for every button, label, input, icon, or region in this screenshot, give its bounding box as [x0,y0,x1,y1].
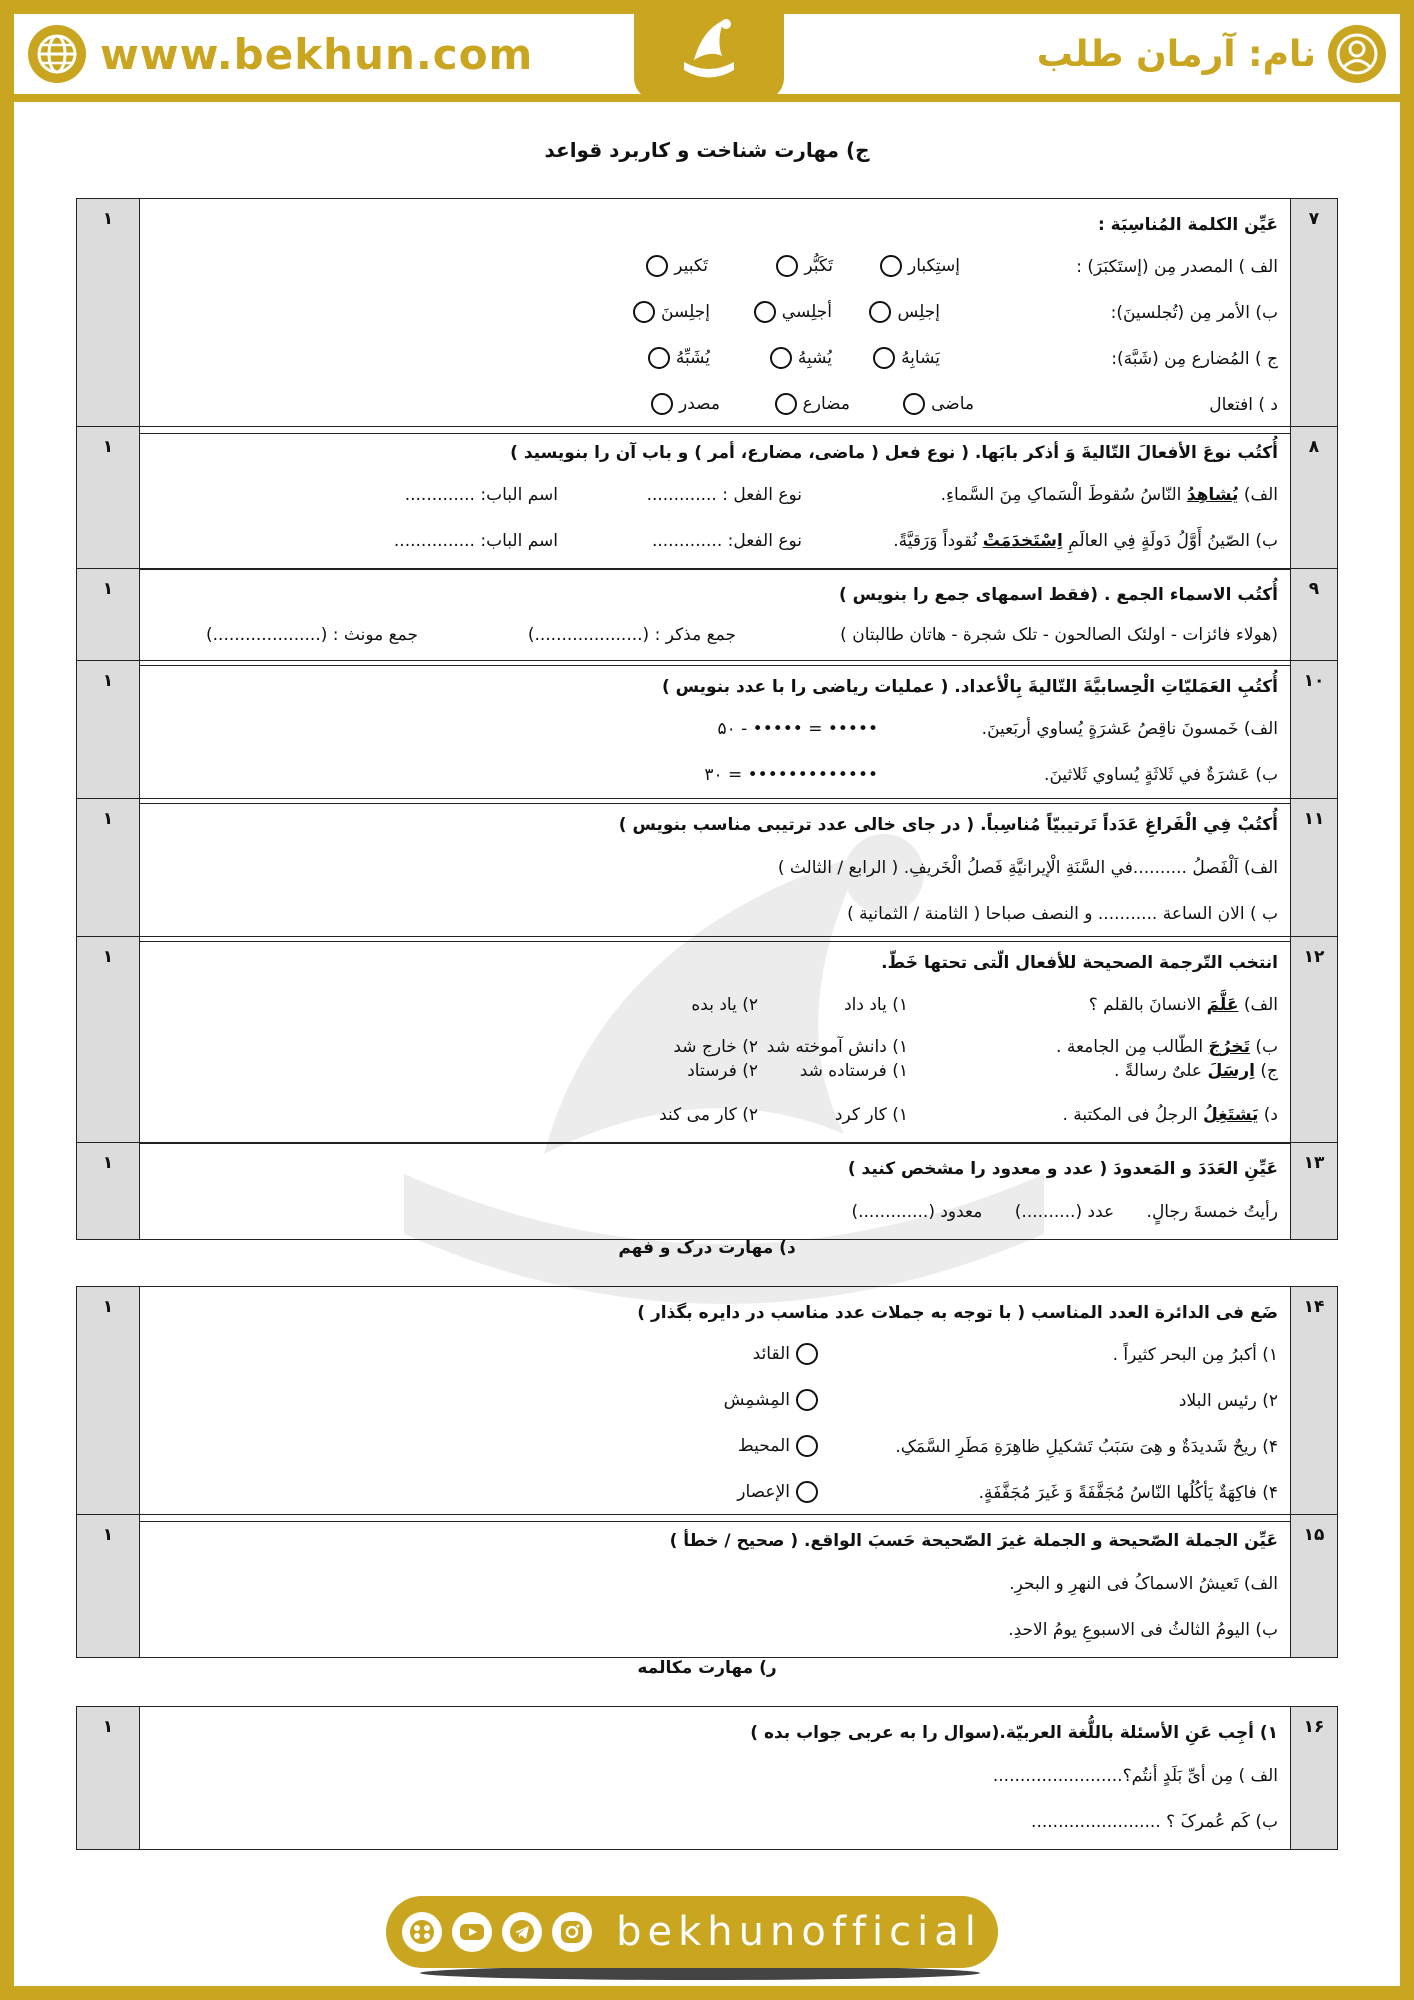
question-prompt: عَیِّن الجملة الصّحیحة و الجملة غیرَ الصّحیحة حَسبَ الواقع. ( صحیح / خطأ ) [669,1531,1278,1551]
answer-field[interactable]: ۵۰ - ••••• = ••••• [717,719,878,739]
question-8 [76,426,1338,570]
choice-option[interactable]: یُشَبِّهُ [648,347,710,369]
social-footer [386,1896,998,1968]
match-option[interactable]: الإعصار [737,1481,818,1503]
question-number: ۱۴ [1291,1287,1338,1522]
underlined-verb: یَشتَغِلُ [1202,1105,1259,1125]
sentence-row: د) یَشتَغِلُ الرجلُ فی المکتبة . ۱) کار کرد ۲) کار می کند [659,1105,1278,1125]
answer-field[interactable]: ۳۰ = ••••••••••••• [704,765,878,785]
sentence-row: ب ) الان الساعة ........... و النصف صباحا ( الثامنة / الثمانیة ) [847,904,1278,924]
sentence-row: ب) الصّینُ أَوَّلُ دَولَةٍ فِي العالَمِ اِسْتَخدَمَتْ نُقوداً وَرَقیَّةً. نوع الفعل: ............. اسم الباب: ............... [393,531,1278,551]
sentence-row: الف) یُشاهِدُ النّاسُ سُقوطَ الْسَماکِ مِنَ السَّماءِ. نوع الفعل : ............. اسم الباب: ............. [404,485,1278,505]
question-body [140,799,1291,942]
globe-icon [28,25,86,83]
site-url[interactable]: www.bekhun.com [100,29,534,79]
sentence-row: الف) تَعیشُ الاسماکُ فی النهرِ و البحرِ. [1009,1574,1278,1594]
user-icon [1328,25,1386,83]
question-body [140,661,1291,804]
question-score: ۱ [77,1707,140,1850]
match-option[interactable]: المِشمِش [724,1389,818,1411]
radio-circle[interactable] [770,347,792,369]
question-score: ۱ [77,199,140,434]
sentence-row: الف) خَمسونَ ناقِصُ عَشرَةٍ یُساوي أربَعینَ. ۵۰ - ••••• = ••••• [717,719,1278,739]
site-link[interactable] [28,22,533,86]
answer-option[interactable]: ۲) کار می کند [659,1105,758,1125]
question-score: ۱ [77,1515,140,1658]
question-body [140,569,1291,666]
choice-option[interactable]: یَشابِهُ [873,347,940,369]
section-title-comprehension: د) مهارت درک و فهم [618,1238,796,1258]
choice-option[interactable]: مصدر [651,393,720,415]
question-body [140,427,1291,570]
choice-option[interactable]: تَکبیر [646,255,708,277]
question-16 [76,1706,1338,1850]
question-13 [76,1142,1338,1240]
answer-option[interactable]: ۱) فرستاده شد [799,1061,908,1081]
question-body [140,1515,1291,1658]
instagram-icon[interactable] [552,1912,592,1952]
footer-shadow [420,1966,980,1980]
question-number: ۸ [1291,427,1338,570]
answer-line[interactable]: ب) کَم عُمرکَ ؟ ........................ [1031,1812,1278,1832]
question-15 [76,1514,1338,1658]
question-prompt: أُکتُب نوعَ الأفعالَ التّالیةَ وَ أذکر بابَها. ( نوع فعل ( ماضی، مضارع، أمر ) و باب آن را بنویسید ) [510,443,1278,463]
radio-circle[interactable] [754,301,776,323]
question-body [140,937,1291,1144]
question-number: ۱۱ [1291,799,1338,942]
header-bar [14,14,1400,102]
answer-option[interactable]: ۲) خارج شد [673,1037,758,1057]
question-prompt: عَیِّنِ العَدَدَ و المَعدودَ ( عدد و معدود را مشخص کنید ) [847,1159,1278,1179]
radio-circle[interactable] [776,255,798,277]
question-body [140,1707,1291,1850]
choice-option[interactable]: إستِکبار [880,255,960,277]
answer-circle[interactable] [796,1435,818,1457]
match-row: ۲) رئیس البلاد المِشمِش [723,1390,1278,1411]
underlined-verb: یُشاهِدُ [1186,485,1239,505]
question-score: ۱ [77,427,140,570]
question-number: ۷ [1291,199,1338,434]
question-score: ۱ [77,569,140,666]
question-body [140,1287,1291,1522]
question-14 [76,1286,1338,1522]
match-option[interactable]: القائد [753,1343,818,1365]
question-prompt: ۱) أجِب عَنِ الأسئلة باللُّغة العربیّة.(سوال را به عربی جواب بده ) [750,1723,1278,1743]
answer-field[interactable]: اسم الباب: ............. [404,485,558,505]
answer-circle[interactable] [796,1481,818,1503]
question-body [140,1143,1291,1240]
section-title-grammar: ج) مهارت شناخت و کاربرد قواعد [544,138,870,162]
question-number: ۱۰ [1291,661,1338,804]
radio-circle[interactable] [775,393,797,415]
radio-circle[interactable] [633,301,655,323]
match-option[interactable]: المحیط [738,1435,818,1457]
answer-option[interactable]: ۲) یاد بده [691,995,758,1015]
question-score: ۱ [77,1143,140,1240]
brand-logo [634,0,784,100]
answer-option[interactable]: ۱) دانش آموخته شد [766,1037,908,1057]
question-prompt: ضَع فی الدائرة العدد المناسب ( با توجه به جملات عدد مناسب در دایره بگذار ) [637,1303,1278,1323]
match-row: ۴) ریحٌ شَدیدَةٌ و هِیَ سَبَبُ تَشکیلِ ظاهِرَةِ مَطَرِ السَّمَکِ. المحیط [738,1436,1278,1457]
question-number: ۹ [1291,569,1338,666]
question-prompt: أُکتُبْ فِي الْفَراغِ عَدَداً تَرتیبیّاً مُناسِباً. ( در جای خالی عدد ترتیبی مناسب بنویس ) [618,815,1278,835]
sentence-row: الف) اَلْفَصلُ ..........في السَّنَةِ الْإیرانیَّةِ فَصلُ الْخَریفِ. ( الرابع / الثالث ) [777,858,1278,878]
question-number: ۱۶ [1291,1707,1338,1850]
choice-option[interactable]: مضارع [775,393,850,415]
question-11 [76,798,1338,942]
choice-option[interactable]: تَکَبُّر [776,255,833,277]
radio-circle[interactable] [873,347,895,369]
question-number: ۱۲ [1291,937,1338,1144]
underlined-verb: عَلَّمَ [1206,995,1239,1015]
choice-option[interactable]: أجلِسي [754,301,832,323]
aparat-icon[interactable] [402,1912,442,1952]
sentence-row: ب) عَشرَةٌ في ثَلاثَةٍ یُساوي ثَلاثینَ. ۳۰ = ••••••••••••• [704,765,1278,785]
social-handle[interactable]: bekhunofficial [616,1909,982,1955]
question-score: ۱ [77,799,140,942]
answer-line[interactable]: الف ) مِن أیِّ بَلَدٍ أنتُم؟........................ [992,1766,1278,1786]
choice-row: ب) الأمر مِن (تُجلسینَ): إجلِس أجلِسي إجلِسنَ [152,291,1278,337]
sentence-row: الف) عَلَّمَ الانسانَ بالقلم ؟ ۱) یاد داد ۲) یاد بده [691,995,1278,1015]
question-score: ۱ [77,1287,140,1522]
answer-field[interactable]: جمع مونث : (....................) [206,625,418,645]
answer-field[interactable]: نوع الفعل: ............. [651,531,802,551]
answer-circle[interactable] [796,1389,818,1411]
name-label: نام: آرمان طلب [1036,33,1316,75]
sentence-row: ج) اِرسَلَ علیٌ رسالةً . ۱) فرستاده شد ۲) فرستاد [687,1061,1278,1081]
underlined-verb: تَخرُجَ [1208,1037,1250,1057]
answer-option[interactable]: ۱) یاد داد [844,995,908,1015]
question-body [140,199,1291,434]
answer-circle[interactable] [796,1343,818,1365]
match-row: ۱) أکبرُ مِن البحر کثیراً . القائد [752,1344,1278,1365]
answer-option[interactable]: ۲) فرستاد [687,1061,758,1081]
telegram-icon[interactable] [502,1912,542,1952]
radio-circle[interactable] [869,301,891,323]
choice-row: ج ) المُضارع مِن (شَبَّهَ): یَشابِهُ یُشبِهُ یُشَبِّهُ [152,337,1278,383]
student-name [1037,22,1386,86]
choice-option[interactable]: إجلِس [869,301,940,323]
choice-row: الف ) المصدر مِن (إستَکبَرَ) : إستِکبار تَکَبُّر تَکبیر [152,245,1278,291]
question-prompt: عَیِّن الکلمة المُناسِبَة : [1097,215,1278,235]
choice-option[interactable]: یُشبِهُ [770,347,832,369]
radio-circle[interactable] [651,393,673,415]
sentence-row: (هولاء فائزات - اولئک الصالحون - تلک شجرة - هاتان طالبتان ) جمع مذکر : (....................) جمع مونث : (....................) [206,625,1278,645]
question-12 [76,936,1338,1144]
answer-field[interactable]: اسم الباب: ............... [393,531,558,551]
sentence-row: ب) تَخرُجَ الطّالب مِن الجامعة . ۱) دانش آموخته شد ۲) خارج شد [673,1037,1278,1057]
section-title-conversation: ر) مهارت مکالمه [637,1658,777,1678]
question-number: ۱۵ [1291,1515,1338,1658]
radio-circle[interactable] [646,255,668,277]
question-number: ۱۳ [1291,1143,1338,1240]
sentence-row: رأیتُ خمسةَ رجالٍ. عدد (..........) معدود (.............) [851,1202,1278,1222]
underlined-verb: اِرسَلَ [1207,1061,1255,1081]
radio-circle[interactable] [648,347,670,369]
exam-page [14,14,1400,1986]
question-7 [76,198,1338,434]
question-prompt: أُکتُبِ العَمَلیّاتِ الْحِسابیَّةَ التّالیةَ بِالْأعداد. ( عملیات ریاضی را با عدد بنویس ) [661,677,1278,697]
choice-row: د ) افتعال ماضی مضارع مصدر [152,383,1278,429]
radio-circle[interactable] [903,393,925,415]
underlined-verb: اِسْتَخدَمَتْ [982,531,1063,551]
question-9 [76,568,1338,666]
question-10 [76,660,1338,804]
sentence-row: ب) الیومُ الثالثُ فی الاسبوعِ یومُ الاحدِ. [1008,1620,1278,1640]
answer-field[interactable]: جمع مذکر : (....................) [527,625,736,645]
match-row: ۴) فاکِهَةٌ یَأکُلُها النّاسُ مُجَفَّفَةً وَ غَیرَ مُجَفَّفَةٍ. الإعصار [737,1482,1278,1503]
question-prompt: أُکتُب الاسماء الجمع . (فقط اسمهای جمع را بنویس ) [838,585,1278,605]
choice-option[interactable]: ماضی [903,393,974,415]
choice-option[interactable]: إجلِسنَ [633,301,710,323]
answer-field[interactable]: نوع الفعل : ............. [646,485,802,505]
answer-option[interactable]: ۱) کار کرد [834,1105,908,1125]
youtube-icon[interactable] [452,1912,492,1952]
question-score: ۱ [77,937,140,1144]
question-prompt: انتخب التّرجمة الصحیحة للأفعال الّتی تحتها خَطّ. [881,953,1278,973]
question-score: ۱ [77,661,140,804]
radio-circle[interactable] [880,255,902,277]
